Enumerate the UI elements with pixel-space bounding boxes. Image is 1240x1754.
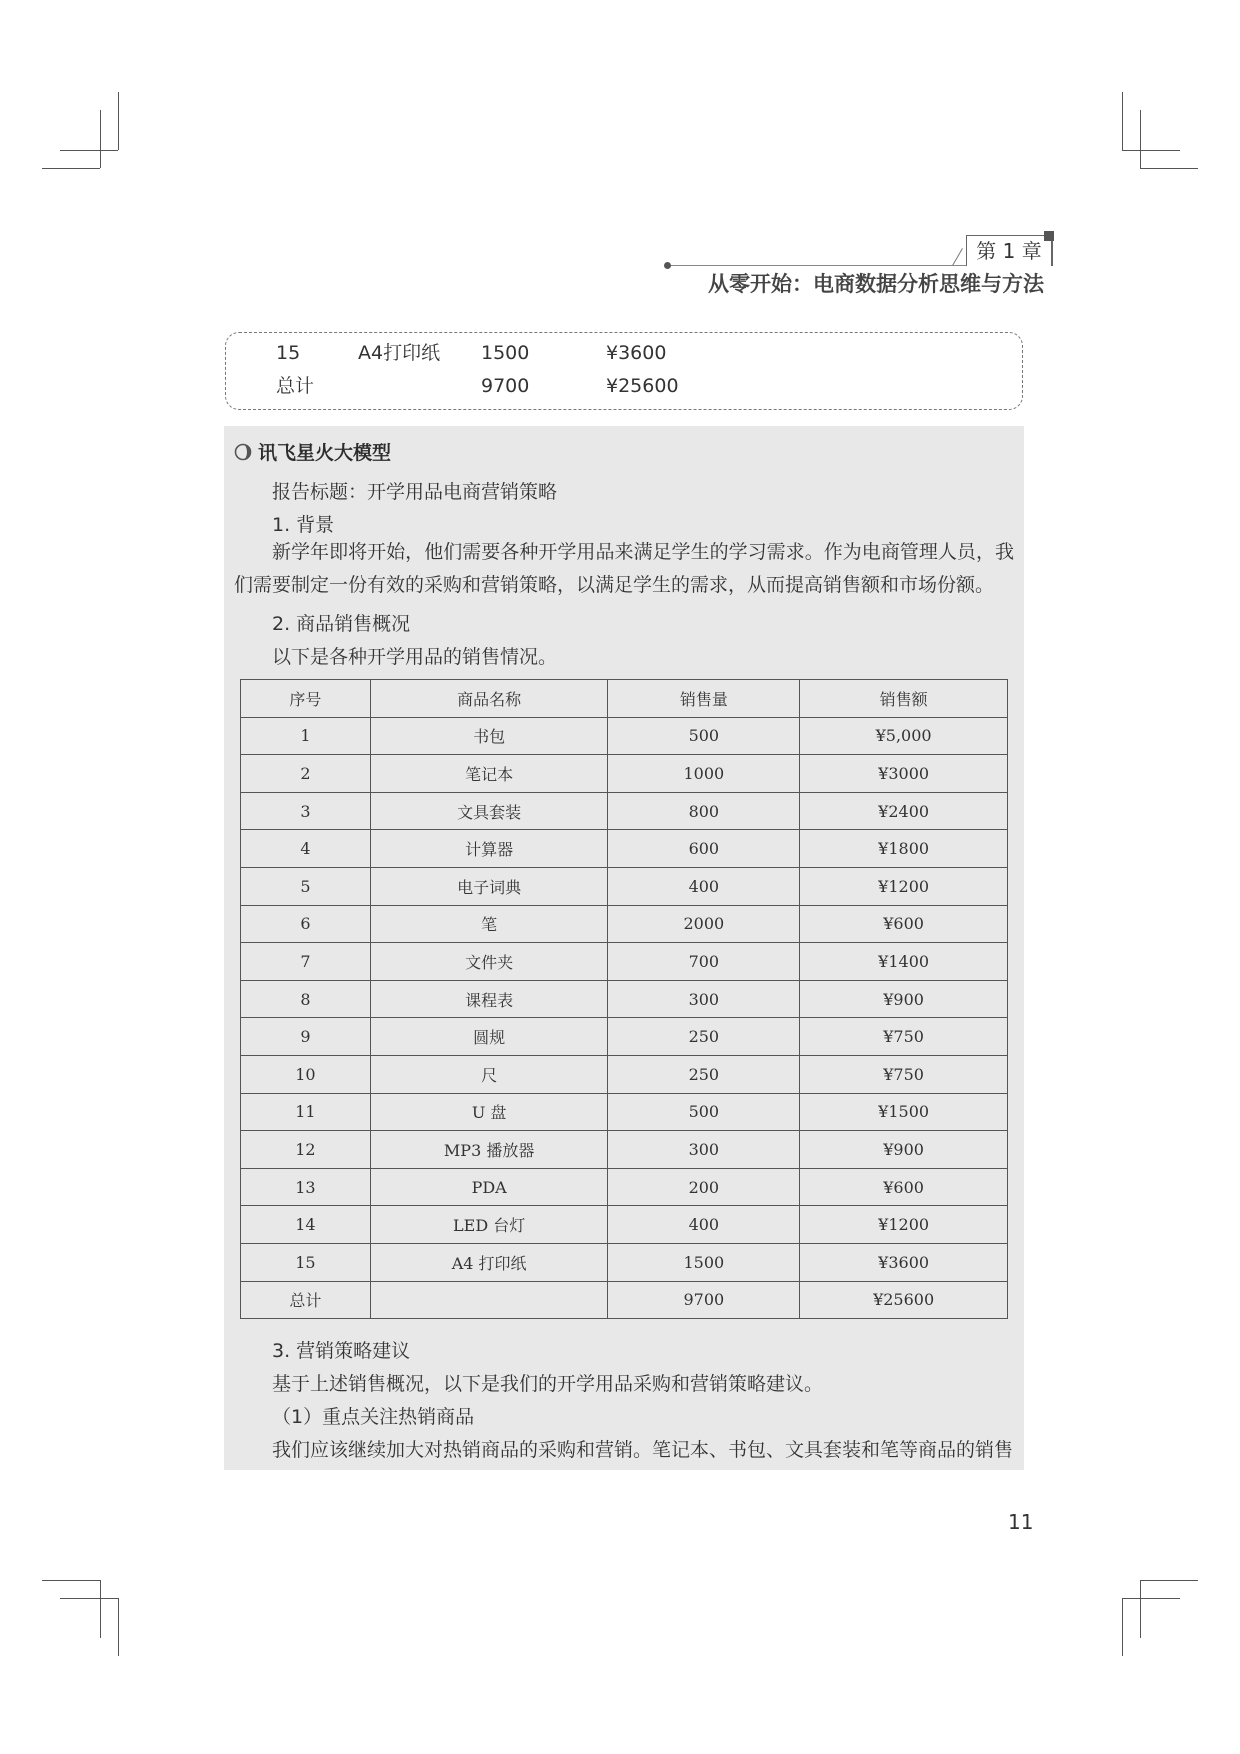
table-cell: 200 [608,1168,800,1206]
chapter-slant-mark [952,248,963,266]
crop-mark-top-left [60,150,118,151]
crop-mark-bottom-right [1140,1580,1198,1581]
table-row [241,1131,1008,1169]
table-cell: MP3 播放器 [370,1131,608,1169]
table-cell: A4 打印纸 [370,1243,608,1281]
cell-qty: 1500 [481,342,530,364]
table-cell: 总计 [241,1281,371,1319]
panel-title-text: 讯飞星火大模型 [258,442,392,464]
table-row [241,1055,1008,1093]
table-cell: ¥1500 [800,1093,1008,1131]
table-cell: 课程表 [370,980,608,1018]
section-heading: 1. 背景 [272,514,335,536]
chapter-corner-mark [1044,231,1054,241]
table-cell: 尺 [370,1055,608,1093]
table-row [241,1243,1008,1281]
table-cell: LED 台灯 [370,1206,608,1244]
table-cell: 500 [608,1093,800,1131]
table-header-cell: 序号 [241,680,371,718]
cell-qty: 9700 [481,375,530,397]
table-cell: 600 [608,830,800,868]
crop-mark-bottom-right [1122,1598,1180,1599]
sales-table [240,679,1008,1319]
table-cell: 250 [608,1055,800,1093]
table-cell: 3 [241,792,371,830]
table-row [241,830,1008,868]
table-row [241,1018,1008,1056]
table-cell: ¥1800 [800,830,1008,868]
table-cell: 6 [241,905,371,943]
table-row [241,755,1008,793]
table-row [241,1281,1008,1319]
crop-mark-top-left [118,92,119,150]
table-cell: ¥600 [800,905,1008,943]
panel-title [234,438,391,465]
crop-mark-bottom-left [60,1598,118,1599]
section-heading: 2. 商品销售概况 [272,613,411,635]
paragraph: 新学年即将开始，他们需要各种开学用品来满足学生的学习需求。作为电商管理人员，我们需要制定一份有效的采购和营销策略，以满足学生的需求，从而提高销售额和市场份额。 [234,541,1014,596]
table-cell: 13 [241,1168,371,1206]
report-title: 报告标题：开学用品电商营销策略 [272,481,558,503]
table-header-cell: 销售量 [608,680,800,718]
table-cell: 1500 [608,1243,800,1281]
table-cell: ¥1200 [800,1206,1008,1244]
table-cell: 书包 [370,717,608,755]
table-cell: 1 [241,717,371,755]
table-cell: 笔 [370,905,608,943]
table-cell: 文件夹 [370,943,608,981]
table-cell: 800 [608,792,800,830]
crop-mark-top-right [1122,150,1180,151]
table-cell: 400 [608,867,800,905]
crop-mark-bottom-right [1122,1598,1123,1656]
table-cell: 5 [241,867,371,905]
paragraph: 基于上述销售概况，以下是我们的开学用品采购和营销策略建议。 [272,1373,824,1395]
table-cell: ¥1400 [800,943,1008,981]
table-cell: ¥900 [800,1131,1008,1169]
crop-mark-bottom-left [100,1580,101,1638]
cell-amount: ¥25600 [606,375,679,397]
crop-mark-bottom-left [42,1580,100,1581]
table-header-cell: 商品名称 [370,680,608,718]
table-row [241,1168,1008,1206]
cell-no: 总计 [276,375,315,397]
table-cell: 14 [241,1206,371,1244]
table-cell: 笔记本 [370,755,608,793]
table-cell: 300 [608,980,800,1018]
table-cell: 8 [241,980,371,1018]
table-row [241,943,1008,981]
table-row [241,717,1008,755]
table-header-row [241,680,1008,718]
table-row [241,905,1008,943]
table-cell: PDA [370,1168,608,1206]
table-row [241,980,1008,1018]
table-cell: 计算器 [370,830,608,868]
table-cell [370,1281,608,1319]
crop-mark-top-right [1140,168,1198,169]
table-row [241,867,1008,905]
cell-amount: ¥3600 [606,342,667,364]
table-cell: ¥2400 [800,792,1008,830]
table-cell: ¥1200 [800,867,1008,905]
continued-row [226,370,1022,402]
page-number: 11 [1008,1510,1034,1534]
table-cell: 700 [608,943,800,981]
table-cell: 10 [241,1055,371,1093]
table-cell: 圆规 [370,1018,608,1056]
ai-response-panel [224,426,1024,1470]
chapter-label: 第 1 章 [966,235,1053,266]
continued-table-box [225,332,1023,410]
crop-mark-top-left [100,110,101,168]
table-cell: ¥750 [800,1055,1008,1093]
table-row [241,1093,1008,1131]
table-cell: ¥5,000 [800,717,1008,755]
table-cell: 300 [608,1131,800,1169]
table-cell: ¥3000 [800,755,1008,793]
table-cell: 9700 [608,1281,800,1319]
table-cell: 4 [241,830,371,868]
table-cell: ¥25600 [800,1281,1008,1319]
section-heading: 3. 营销策略建议 [272,1340,411,1362]
table-header-cell: 销售额 [800,680,1008,718]
cell-no: 15 [276,342,301,364]
table-cell: U 盘 [370,1093,608,1131]
continued-row [226,337,1022,369]
table-cell: 1000 [608,755,800,793]
table-cell: 400 [608,1206,800,1244]
table-row [241,792,1008,830]
table-cell: 电子词典 [370,867,608,905]
table-cell: ¥3600 [800,1243,1008,1281]
paragraph: 以下是各种开学用品的销售情况。 [272,646,558,668]
table-cell: 文具套装 [370,792,608,830]
chapter-rule-dot [664,262,671,269]
table-cell: 7 [241,943,371,981]
table-cell: 12 [241,1131,371,1169]
spark-icon [234,443,252,461]
table-cell: ¥900 [800,980,1008,1018]
table-cell: 500 [608,717,800,755]
table-cell: ¥750 [800,1018,1008,1056]
table-cell: 9 [241,1018,371,1056]
crop-mark-top-left [42,168,100,169]
table-cell: 250 [608,1018,800,1056]
crop-mark-bottom-right [1140,1580,1141,1638]
table-cell: 11 [241,1093,371,1131]
subsection-heading: （1）重点关注热销商品 [272,1406,475,1428]
table-cell: 15 [241,1243,371,1281]
chapter-subtitle: 从零开始：电商数据分析思维与方法 [708,272,1044,296]
cell-name: A4打印纸 [358,342,441,364]
paragraph: 我们应该继续加大对热销商品的采购和营销。笔记本、书包、文具套装和笔等商品的销售 [272,1439,1014,1461]
table-cell: 2 [241,755,371,793]
table-row [241,1206,1008,1244]
table-cell: 2000 [608,905,800,943]
crop-mark-top-right [1140,110,1141,168]
table-cell: ¥600 [800,1168,1008,1206]
crop-mark-bottom-left [118,1598,119,1656]
crop-mark-top-right [1122,92,1123,150]
